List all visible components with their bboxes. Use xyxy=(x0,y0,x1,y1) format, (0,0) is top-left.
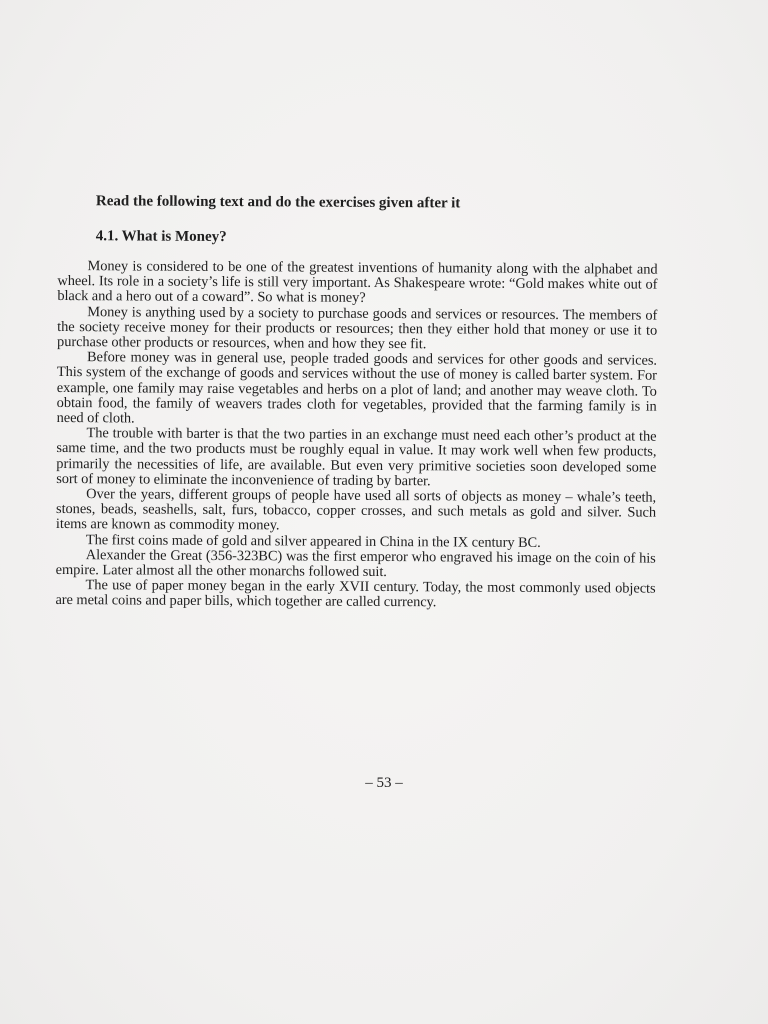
paragraph: Over the years, different groups of people have used all sorts of objects as money – whale’s teeth, stones, beads, seashells, salt, furs, tobacco, copper crosses, and such metals as gold and silver. Such items are known as commodity money. xyxy=(55,486,657,534)
page-number: – 53 – xyxy=(365,775,403,791)
body-text xyxy=(55,259,657,612)
paragraph: Money is considered to be one of the greatest inventions of humanity along with the alphabet and wheel. Its role in a society’s life is still very important. As Shakespeare wrote: “Gold makes white out of black and a hero out of a coward”. So what is money? xyxy=(57,258,658,307)
exercise-instruction: Read the following text and do the exercises given after it xyxy=(95,193,461,212)
paragraph: The trouble with barter is that the two parties in an exchange must need each other’s product at the same time, and the two products must be roughly equal in value. It may work well when few products, primarily the necessities of life, are available. But even very primitive societies soon developed some sort of money to eliminate the inconvenience of trading by barter. xyxy=(56,425,657,490)
paragraph: Alexander the Great (356-323BC) was the first emperor who engraved his image on the coin of his empire. Later almost all the other monarchs followed suit. xyxy=(55,547,656,581)
page-content xyxy=(55,190,658,612)
paragraph: The first coins made of gold and silver appeared in China in the IX century BC. xyxy=(85,531,541,551)
paragraph: Money is anything used by a society to purchase goods and services or resources. The members of the society receive money for their products or resources; then they either hold that money or use it to purchase other products or resources, when and how they see fit. xyxy=(57,303,658,353)
section-title: 4.1. What is Money? xyxy=(95,228,227,246)
paragraph: The use of paper money began in the early XVII century. Today, the most commonly used objects are metal coins and paper bills, which together are called currency. xyxy=(55,577,656,611)
paragraph: Before money was in general use, people traded goods and services for other goods and services. This system of the exchange of goods and services without the use of money is called barter system. For example, one family may raise vegetables and herbs on a plot of land; and another may weave cloth. To obtain food, the family of weavers trades cloth for vegetables, provided that the farming family is in need of cloth. xyxy=(56,349,658,427)
